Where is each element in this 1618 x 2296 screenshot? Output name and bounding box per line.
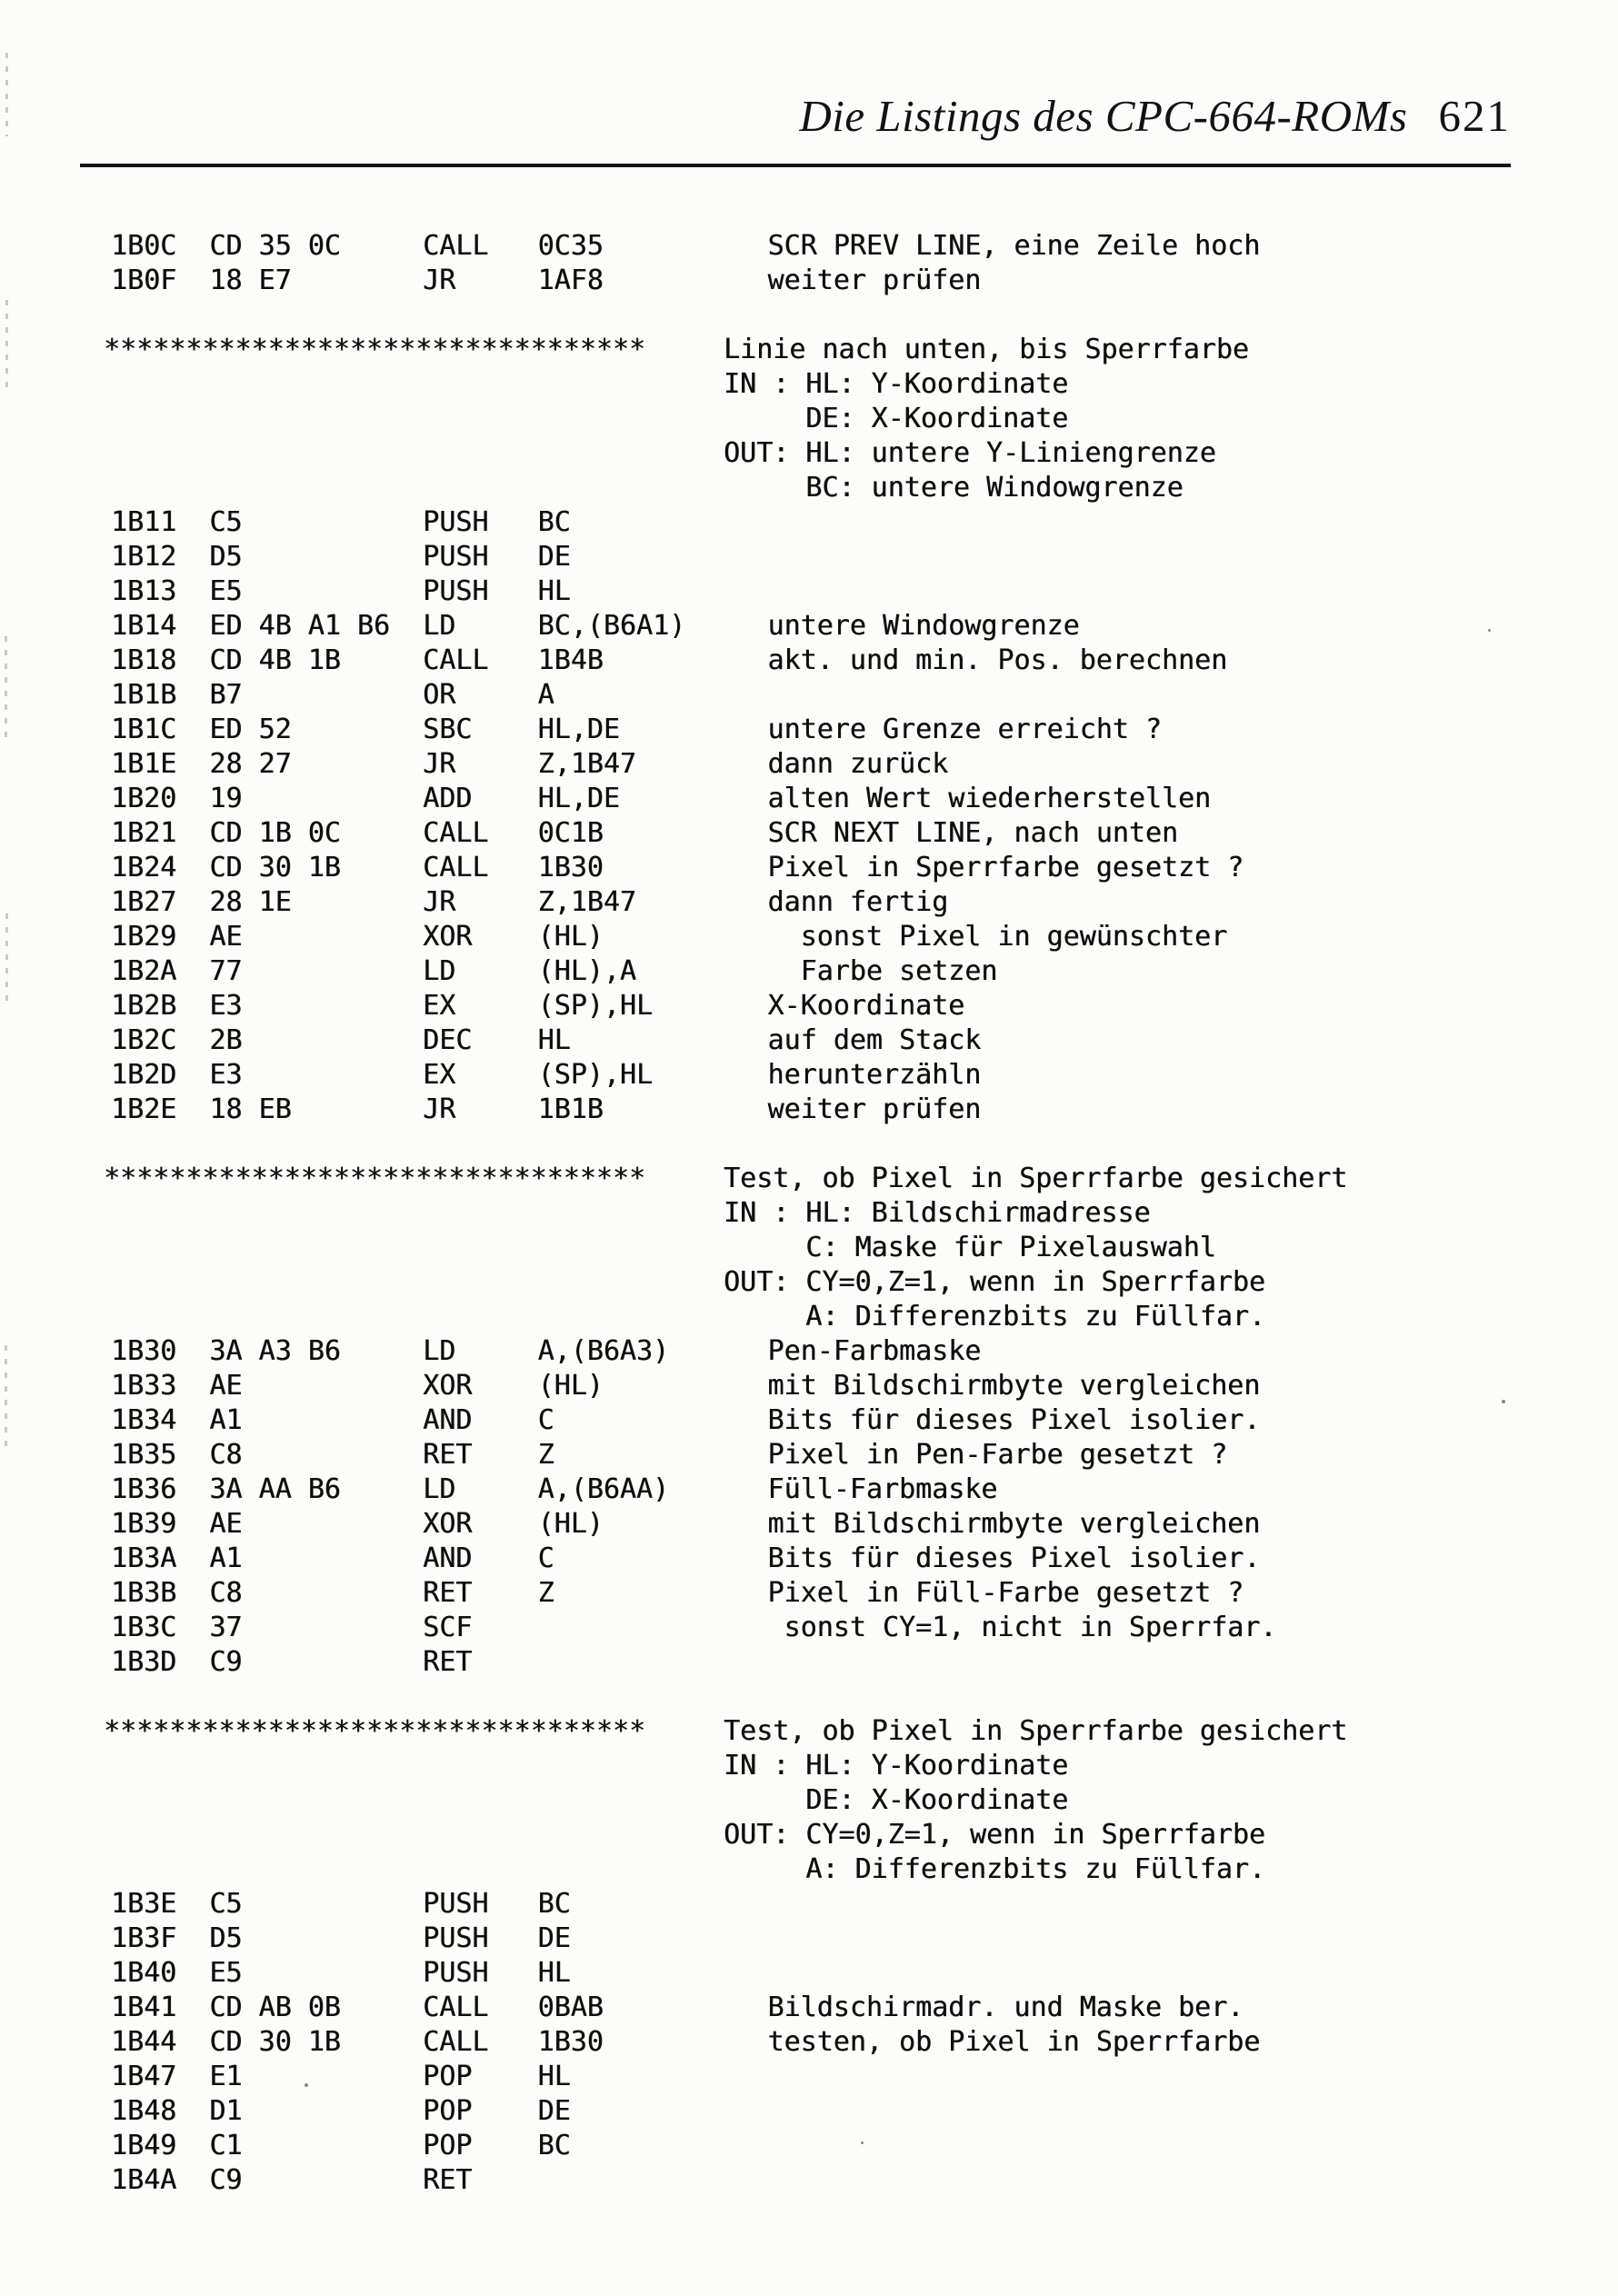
- instruction-line: 1B3B C8 RET Z Pixel in Füll-Farbe gesetzt ?: [111, 1577, 1244, 1609]
- instruction-line: 1B3A A1 AND C Bits für dieses Pixel isolier.: [111, 1542, 1261, 1574]
- instruction-line: 1B20 19 ADD HL,DE alten Wert wiederherstellen: [111, 783, 1212, 814]
- section-description-line: OUT: HL: untere Y-Liniengrenze: [724, 437, 1216, 469]
- section-description-line: OUT: CY=0,Z=1, wenn in Sperrfarbe: [724, 1819, 1266, 1851]
- scan-artifact: [5, 300, 8, 391]
- instruction-line: 1B13 E5 PUSH HL: [111, 575, 571, 607]
- section-description-line: IN : HL: Y-Koordinate: [724, 368, 1069, 400]
- section-description-line: OUT: CY=0,Z=1, wenn in Sperrfarbe: [724, 1266, 1266, 1298]
- section-description-line: IN : HL: Y-Koordinate: [724, 1750, 1069, 1782]
- instruction-line: 1B29 AE XOR (HL) sonst Pixel in gewünschter: [111, 921, 1228, 953]
- section-description-line: DE: X-Koordinate: [724, 403, 1069, 434]
- instruction-line: 1B2C 2B DEC HL auf dem Stack: [111, 1024, 982, 1056]
- section-description-line: DE: X-Koordinate: [724, 1784, 1069, 1816]
- instruction-line: 1B4A C9 RET: [111, 2164, 473, 2196]
- separator-stars: *********************************: [104, 1163, 646, 1194]
- instruction-line: 1B2E 18 EB JR 1B1B weiter prüfen: [111, 1093, 982, 1125]
- instruction-line: 1B33 AE XOR (HL) mit Bildschirmbyte vergleichen: [111, 1370, 1261, 1402]
- instruction-line: 1B3C 37 SCF sonst CY=1, nicht in Sperrfar.: [111, 1612, 1277, 1643]
- scan-artifact: [5, 1345, 7, 1452]
- instruction-line: 1B27 28 1E JR Z,1B47 dann fertig: [111, 886, 949, 918]
- instruction-line: 1B41 CD AB 0B CALL 0BAB Bildschirmadr. und Maske ber.: [111, 1992, 1244, 2023]
- section-description-line: BC: untere Windowgrenze: [724, 472, 1184, 504]
- section-description-line: Linie nach unten, bis Sperrfarbe: [724, 334, 1249, 365]
- instruction-line: 1B1B B7 OR A: [111, 679, 554, 711]
- scan-artifact: [5, 636, 7, 741]
- instruction-line: 1B1E 28 27 JR Z,1B47 dann zurück: [111, 748, 949, 780]
- instruction-line: 1B1C ED 52 SBC HL,DE untere Grenze erreicht ?: [111, 714, 1162, 745]
- instruction-line: 1B44 CD 30 1B CALL 1B30 testen, ob Pixel in Sperrfarbe: [111, 2026, 1261, 2058]
- instruction-line: 1B48 D1 POP DE: [111, 2095, 571, 2127]
- instruction-line: 1B40 E5 PUSH HL: [111, 1957, 571, 1989]
- separator-stars: *********************************: [104, 1715, 646, 1747]
- section-description-line: A: Differenzbits zu Füllfar.: [724, 1301, 1266, 1333]
- section-description-line: Test, ob Pixel in Sperrfarbe gesichert: [724, 1715, 1348, 1747]
- scan-artifact: [5, 913, 8, 1009]
- instruction-line: 1B36 3A AA B6 LD A,(B6AA) Füll-Farbmaske: [111, 1473, 998, 1505]
- instruction-line: 1B2A 77 LD (HL),A Farbe setzen: [111, 955, 998, 987]
- instruction-line: 1B35 C8 RET Z Pixel in Pen-Farbe gesetzt ?: [111, 1439, 1228, 1471]
- instruction-line: 1B49 C1 POP BC: [111, 2130, 571, 2161]
- instruction-line: 1B0F 18 E7 JR 1AF8 weiter prüfen: [111, 265, 982, 296]
- scan-speck: [861, 2141, 864, 2144]
- section-description-line: Test, ob Pixel in Sperrfarbe gesichert: [724, 1163, 1348, 1194]
- instruction-line: 1B34 A1 AND C Bits für dieses Pixel isolier.: [111, 1404, 1261, 1436]
- instruction-line: 1B39 AE XOR (HL) mit Bildschirmbyte vergleichen: [111, 1508, 1261, 1540]
- instruction-line: 1B11 C5 PUSH BC: [111, 506, 571, 538]
- separator-stars: *********************************: [104, 334, 646, 365]
- instruction-line: 1B2D E3 EX (SP),HL herunterzähln: [111, 1059, 982, 1091]
- instruction-line: 1B12 D5 PUSH DE: [111, 541, 571, 573]
- page-number: 621: [1438, 91, 1511, 141]
- instruction-line: 1B21 CD 1B 0C CALL 0C1B SCR NEXT LINE, nach unten: [111, 817, 1178, 849]
- header-rule: [80, 164, 1511, 167]
- section-description-line: A: Differenzbits zu Füllfar.: [724, 1853, 1266, 1885]
- section-description-line: IN : HL: Bildschirmadresse: [724, 1197, 1151, 1229]
- instruction-line: 1B3F D5 PUSH DE: [111, 1922, 571, 1954]
- instruction-line: 1B30 3A A3 B6 LD A,(B6A3) Pen-Farbmaske: [111, 1335, 982, 1367]
- instruction-line: 1B3D C9 RET: [111, 1646, 473, 1678]
- section-description-line: C: Maske für Pixelauswahl: [724, 1232, 1216, 1263]
- instruction-line: 1B2B E3 EX (SP),HL X-Koordinate: [111, 990, 965, 1022]
- page-title: Die Listings des CPC-664-ROMs: [799, 91, 1408, 141]
- instruction-line: 1B3E C5 PUSH BC: [111, 1888, 571, 1920]
- scan-speck: [1488, 629, 1491, 632]
- instruction-line: 1B47 E1 POP HL: [111, 2061, 571, 2092]
- instruction-line: 1B14 ED 4B A1 B6 LD BC,(B6A1) untere Windowgrenze: [111, 610, 1080, 642]
- instruction-line: 1B18 CD 4B 1B CALL 1B4B akt. und min. Pos. berechnen: [111, 644, 1228, 676]
- instruction-line: 1B0C CD 35 0C CALL 0C35 SCR PREV LINE, eine Zeile hoch: [111, 230, 1261, 262]
- scan-speck: [1502, 1400, 1505, 1403]
- instruction-line: 1B24 CD 30 1B CALL 1B30 Pixel in Sperrfarbe gesetzt ?: [111, 852, 1244, 883]
- running-header: [0, 93, 1511, 140]
